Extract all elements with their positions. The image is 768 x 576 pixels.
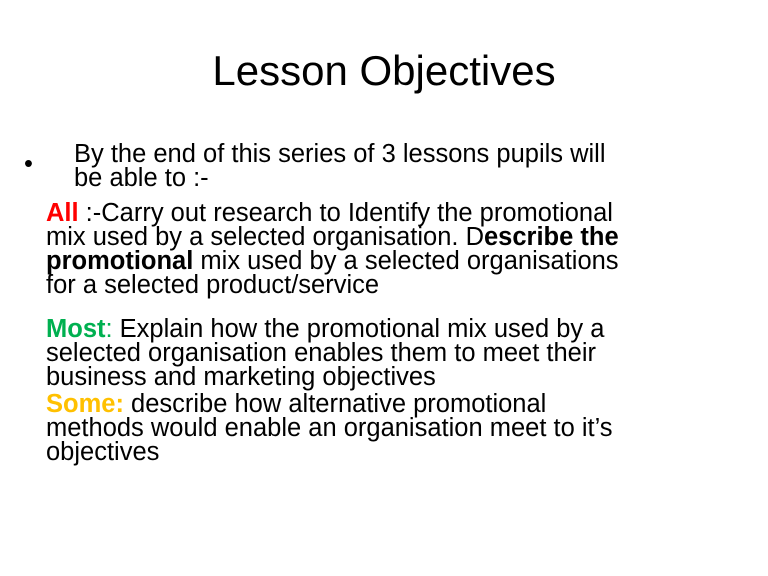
most-label: Most	[46, 315, 106, 343]
some-label: Some:	[46, 390, 124, 418]
some-text: describe how alternative promotional	[123, 390, 547, 418]
most-colon: :	[105, 315, 113, 343]
all-text: mix used by a selected organisations	[193, 247, 619, 275]
most-text: business and marketing objectives	[46, 363, 436, 391]
slide-title: Lesson Objectives	[212, 47, 556, 94]
all-text: :-Carry out research to Identify the promotional	[78, 199, 613, 227]
most-text: Explain how the promotional mix used by a	[112, 315, 605, 343]
all-label: All	[46, 199, 79, 227]
all-text: mix used by a selected organisation. D	[46, 223, 484, 251]
all-bold-text: promotional	[46, 247, 194, 275]
bullet-icon: •	[24, 150, 33, 178]
intro-line-2: be able to :-	[74, 164, 209, 192]
all-text: for a selected product/service	[46, 271, 380, 299]
intro-line-1: By the end of this series of 3 lessons pupils will	[74, 140, 606, 168]
all-bold-text: escribe the	[483, 223, 619, 251]
some-text: objectives	[46, 438, 160, 466]
some-text: methods would enable an organisation meet to it’s	[46, 414, 613, 442]
most-text: selected organisation enables them to meet their	[46, 339, 596, 367]
